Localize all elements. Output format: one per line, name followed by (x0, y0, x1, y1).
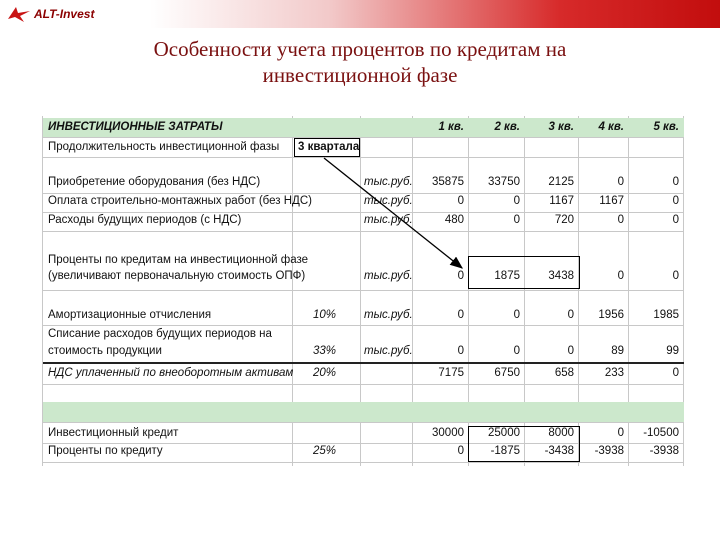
duration-label: Продолжительность инвестиционной фазы (48, 141, 280, 153)
value-q4: -3938 (594, 445, 624, 457)
row-label: Расходы будущих периодов (с НДС) (48, 214, 242, 226)
value-q4: 0 (617, 427, 624, 439)
value-q2: 0 (513, 309, 520, 321)
value-q5: -3938 (649, 445, 679, 457)
value-q4: 1956 (598, 309, 624, 321)
slide-title (60, 36, 660, 88)
row-label: НДС уплаченный по внеоборотным активам (48, 367, 294, 379)
logo-star-icon (6, 5, 32, 23)
duration-value: 3 квартала (298, 141, 360, 153)
value-q5: 0 (672, 195, 679, 207)
sheet-heading: ИНВЕСТИЦИОННЫЕ ЗАТРАТЫ (48, 121, 223, 133)
quarter-2: 2 кв. (494, 121, 520, 133)
value-q5: 0 (672, 214, 679, 226)
row-label: Проценты по кредиту (48, 445, 163, 457)
value-q2: 33750 (488, 176, 520, 188)
value-q1: 7175 (438, 367, 464, 379)
row-unit: тыс.руб. (364, 176, 413, 188)
row-percent: 20% (312, 367, 336, 379)
value-q3: -3438 (544, 445, 574, 457)
value-q4: 1167 (599, 195, 624, 207)
row-percent: 33% (312, 345, 336, 357)
value-q1: 0 (457, 195, 464, 207)
row-unit: тыс.руб. (364, 195, 413, 207)
row-unit: тыс.руб. (364, 345, 413, 357)
row-label: Инвестиционный кредит (48, 427, 179, 439)
value-q3: 1167 (549, 195, 574, 207)
value-q5: 0 (672, 367, 679, 379)
row-label: Приобретение оборудования (без НДС) (48, 176, 261, 188)
value-q4: 89 (611, 345, 624, 357)
row-label-line-1: Списание расходов будущих периодов на (48, 328, 272, 340)
arrow-icon (42, 116, 684, 466)
spreadsheet (42, 116, 684, 466)
row-percent: 25% (312, 445, 336, 457)
logo (6, 4, 94, 24)
value-q1: 0 (457, 445, 464, 457)
value-q4: 0 (617, 176, 624, 188)
value-q3: 658 (554, 367, 574, 379)
value-q1: 480 (444, 214, 464, 226)
value-q2: 0 (513, 195, 520, 207)
value-q2: -1875 (490, 445, 520, 457)
value-q5: 0 (672, 176, 679, 188)
row-unit: тыс.руб. (364, 309, 413, 321)
value-q3: 3438 (548, 270, 574, 282)
row-label-line-1: Проценты по кредитам на инвестиционной фазе (48, 254, 309, 266)
value-q5: 1985 (653, 309, 679, 321)
row-label-line-2: (увеличивают первоначальную стоимость ОПФ) (48, 270, 306, 282)
quarter-5: 5 кв. (653, 121, 679, 133)
value-q4: 233 (604, 367, 624, 379)
value-q1: 0 (457, 309, 464, 321)
value-q5: -10500 (643, 427, 679, 439)
header-bar (0, 0, 720, 28)
row-unit: тыс.руб. (364, 214, 413, 226)
value-q2: 25000 (488, 427, 520, 439)
row-unit: тыс.руб. (364, 270, 413, 282)
value-q2: 1875 (494, 270, 520, 282)
row-label-line-2: стоимость продукции (48, 345, 162, 357)
value-q3: 8000 (548, 427, 574, 439)
value-q3: 0 (567, 309, 574, 321)
value-q4: 0 (617, 214, 624, 226)
value-q2: 0 (513, 345, 520, 357)
quarter-4: 4 кв. (598, 121, 624, 133)
value-q3: 2125 (548, 176, 574, 188)
quarter-1: 1 кв. (438, 121, 464, 133)
value-q3: 720 (554, 214, 574, 226)
value-q5: 0 (672, 270, 679, 282)
row-percent: 10% (312, 309, 336, 321)
logo-text: ALT-Invest (34, 7, 95, 21)
row-label: Амортизационные отчисления (48, 309, 212, 321)
value-q1: 30000 (432, 427, 464, 439)
value-q1: 0 (457, 345, 464, 357)
quarter-3: 3 кв. (548, 121, 574, 133)
value-q2: 6750 (494, 367, 520, 379)
slide-title-line-2: инвестиционной фазе (262, 63, 458, 87)
value-q5: 99 (666, 345, 679, 357)
row-label: Оплата строительно-монтажных работ (без НДС) (48, 195, 312, 207)
value-q1: 0 (457, 270, 464, 282)
value-q4: 0 (617, 270, 624, 282)
value-q3: 0 (567, 345, 574, 357)
value-q1: 35875 (432, 176, 464, 188)
value-q2: 0 (513, 214, 520, 226)
slide-title-line-1: Особенности учета процентов по кредитам на (153, 37, 567, 61)
